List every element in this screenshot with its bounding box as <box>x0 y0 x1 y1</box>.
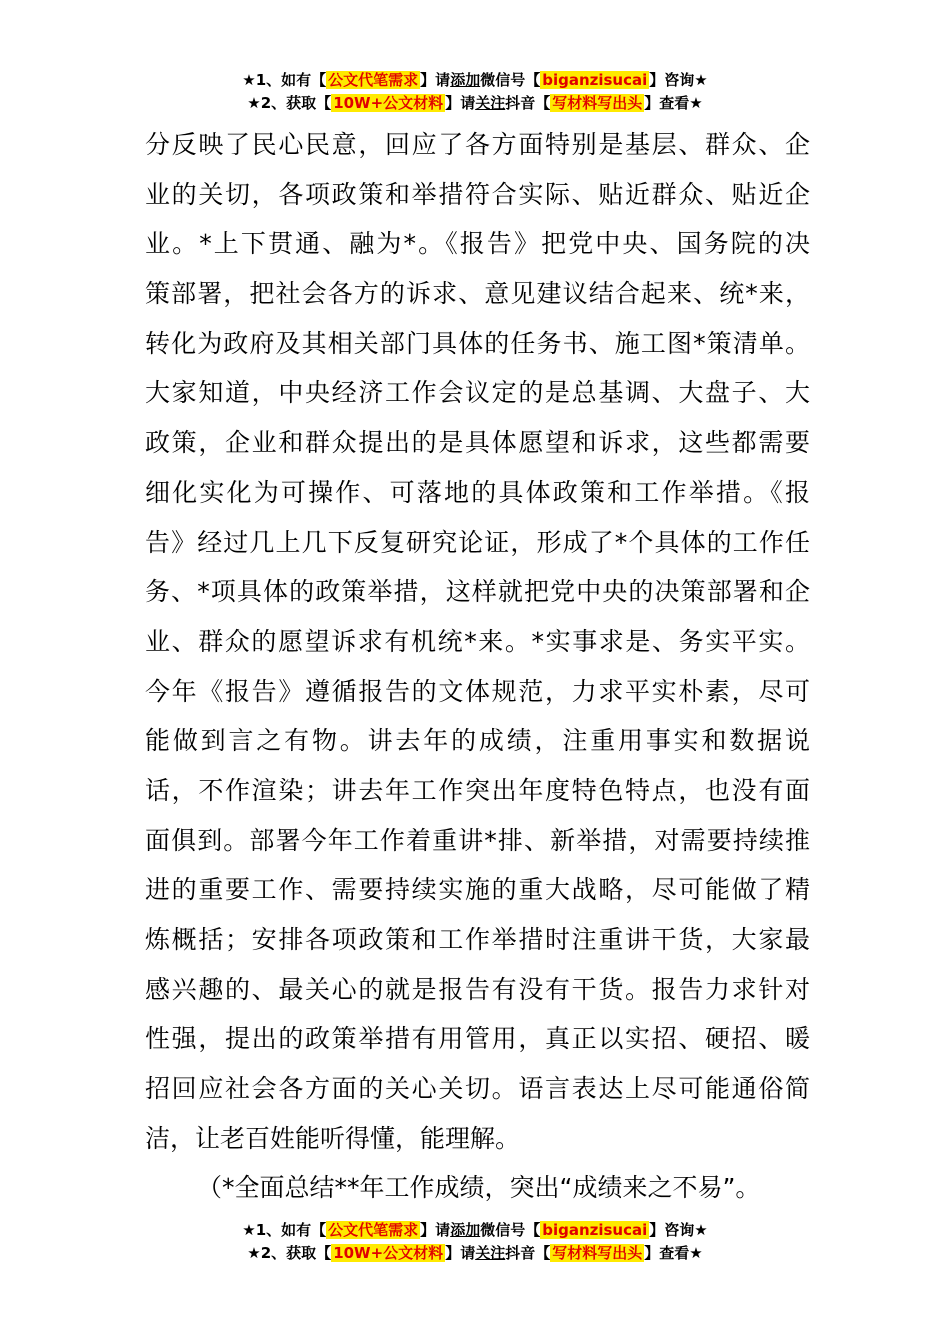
banner-line-1 <box>0 1219 950 1242</box>
paragraph-line: 业。*上下贯通、融为*。《报告》把党中央、国务院的决 <box>145 229 810 259</box>
paragraph-line: 感兴趣的、最关心的就是报告有没有干货。报告力求针对 <box>145 974 810 1004</box>
banner-text: 】咨询★ <box>649 71 708 89</box>
paragraph-line: 业、群众的愿望诉求有机统*来。*实事求是、务实平实。 <box>145 626 810 656</box>
banner-highlight-wechat-id: biganzisucai <box>542 1221 648 1239</box>
paragraph-line: 转化为政府及其相关部门具体的任务书、施工图*策清单。 <box>145 328 810 358</box>
banner-highlight-douyin-id: 写材料写出头 <box>552 94 643 112</box>
banner-highlight-douyin-id: 写材料写出头 <box>552 1244 643 1262</box>
paragraph-line: 策部署，把社会各方的诉求、意见建议结合起来、统*来， <box>145 279 810 309</box>
paragraph-line: 大家知道，中央经济工作会议定的是总基调、大盘子、大 <box>145 378 810 408</box>
header-banner <box>0 69 950 115</box>
paragraph-line: 告》经过几上几下反复研究论证，形成了*个具体的工作任 <box>145 527 810 557</box>
banner-text: 】请 <box>420 71 451 89</box>
paragraph-line: 政策，企业和群众提出的是具体愿望和诉求，这些都需要 <box>145 428 810 458</box>
footer-banner <box>0 1219 950 1265</box>
banner-text: 】咨询★ <box>649 1221 708 1239</box>
paragraph-line: 进的重要工作、需要持续实施的重大战略，尽可能做了精 <box>145 875 810 905</box>
paragraph-line: 业的关切，各项政策和举措符合实际、贴近群众、贴近企 <box>145 179 810 209</box>
banner-text: 抖音【 <box>505 1244 551 1262</box>
paragraph-line: 细化实化为可操作、可落地的具体政策和工作举措。《报 <box>145 477 810 507</box>
paragraph-line: 话，不作渲染；讲去年工作突出年度特色特点，也没有面 <box>145 775 810 805</box>
paragraph-line: 能做到言之有物。讲去年的成绩，注重用事实和数据说 <box>145 726 810 756</box>
banner-text: 抖音【 <box>505 94 551 112</box>
banner-underline-text: 关注 <box>475 94 506 112</box>
banner-text: 微信号【 <box>480 71 541 89</box>
paragraph-line: 招回应社会各方面的关心关切。语言表达上尽可能通俗简 <box>145 1074 810 1104</box>
banner-highlight-service: 公文代笔需求 <box>328 1221 419 1239</box>
paragraph-line: 分反映了民心民意，回应了各方面特别是基层、群众、企 <box>145 130 810 159</box>
banner-highlight-service: 公文代笔需求 <box>328 71 419 89</box>
document-body <box>145 120 810 1213</box>
banner-text: ★2、获取【 <box>247 94 332 112</box>
banner-text: 】查看★ <box>644 1244 703 1262</box>
banner-line-1 <box>0 69 950 92</box>
section-heading-line: （*全面总结**年工作成绩，突出“成绩来之不易”。 <box>197 1173 761 1203</box>
paragraph-line: 性强，提出的政策举措有用管用，真正以实招、硬招、暖 <box>145 1024 810 1054</box>
banner-underline-text: 添加 <box>450 71 481 89</box>
banner-text: 微信号【 <box>480 1221 541 1239</box>
paragraph-line: 洁，让老百姓能听得懂，能理解。 <box>145 1123 521 1153</box>
paragraph-line: 今年《报告》遵循报告的文体规范，力求平实朴素，尽可 <box>145 676 810 706</box>
banner-text: ★1、如有【 <box>242 1221 327 1239</box>
banner-underline-text: 关注 <box>475 1244 506 1262</box>
banner-highlight-wechat-id: biganzisucai <box>542 71 648 89</box>
banner-text: 】请 <box>445 1244 476 1262</box>
banner-underline-text: 添加 <box>450 1221 481 1239</box>
banner-text: 】请 <box>420 1221 451 1239</box>
paragraph-line: 务、*项具体的政策举措，这样就把党中央的决策部署和企 <box>145 577 810 607</box>
banner-text: ★2、获取【 <box>247 1244 332 1262</box>
banner-highlight-materials: 10W+公文材料 <box>333 94 444 112</box>
banner-line-2 <box>0 92 950 115</box>
banner-highlight-materials: 10W+公文材料 <box>333 1244 444 1262</box>
banner-text: 】查看★ <box>644 94 703 112</box>
banner-text: ★1、如有【 <box>242 71 327 89</box>
banner-text: 】请 <box>445 94 476 112</box>
banner-line-2 <box>0 1242 950 1265</box>
paragraph-line: 炼概括；安排各项政策和工作举措时注重讲干货，大家最 <box>145 925 810 954</box>
paragraph-line: 面俱到。部署今年工作着重讲*排、新举措，对需要持续推 <box>145 825 810 855</box>
